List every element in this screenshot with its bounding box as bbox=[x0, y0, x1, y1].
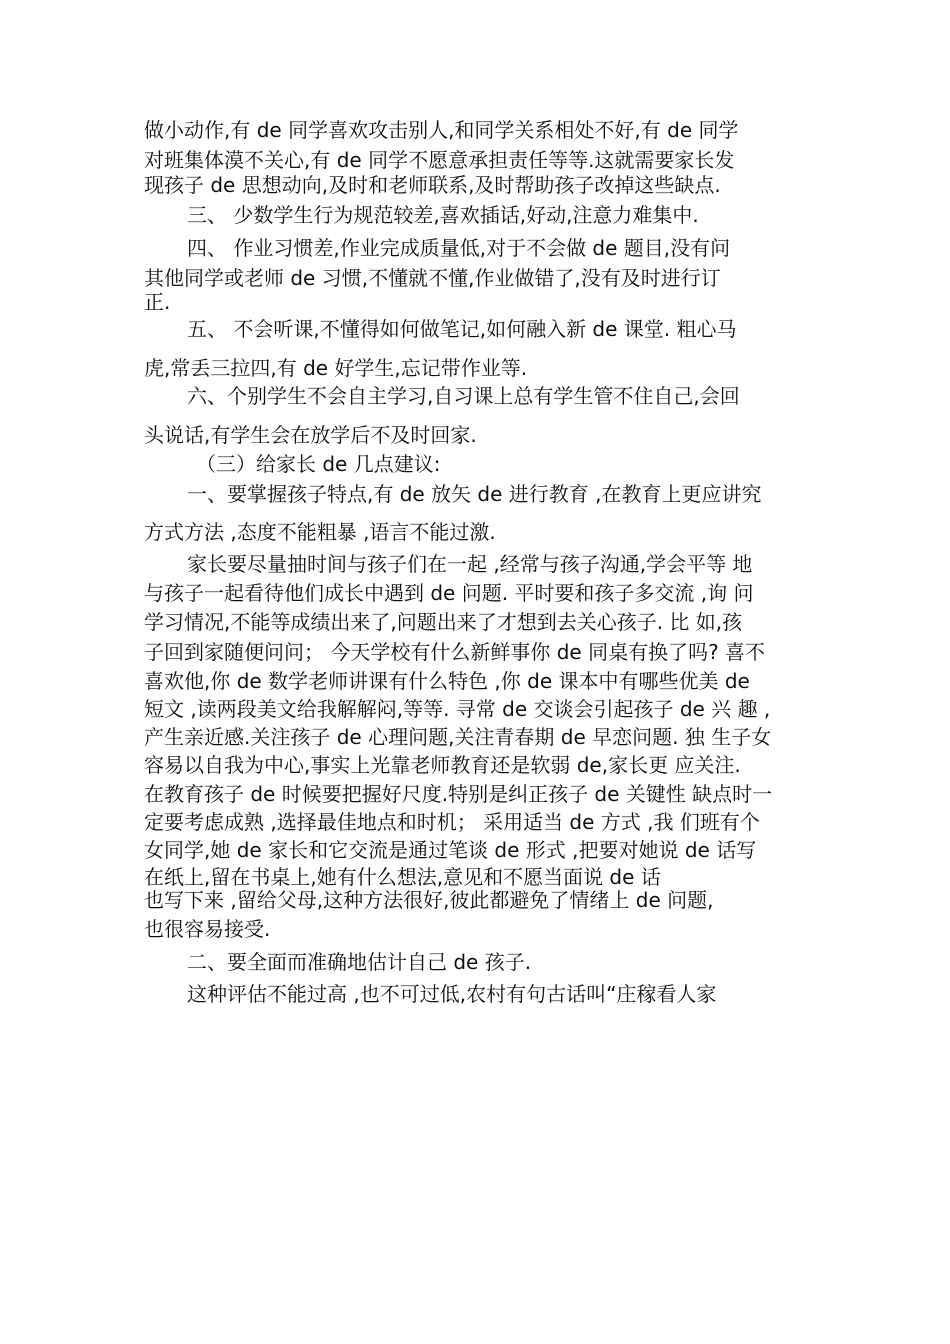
text-line: 现孩子 de 思想动向,及时和老师联系,及时帮助孩子改掉这些缺点. bbox=[144, 173, 721, 197]
text-line: 在教育孩子 de 时候要把握好尺度.特别是纠正孩子 de 关键性 缺点时一 bbox=[144, 782, 773, 806]
text-line: 也写下来 ,留给父母,这种方法很好,彼此都避免了情绪上 de 问题, bbox=[144, 888, 714, 912]
text-line: 也很容易接受. bbox=[144, 917, 271, 941]
text-line: 家长要尽量抽时间与孩子们在一起 ,经常与孩子沟通,学会平等 地 bbox=[187, 552, 753, 576]
text-line: 头说话,有学生会在放学后不及时回家. bbox=[144, 423, 477, 447]
text-line: 五、 不会听课,不懂得如何做笔记,如何融入新 de 课堂. 粗心马 bbox=[187, 317, 737, 341]
section-heading: （三）给家长 de 几点建议: bbox=[196, 452, 441, 476]
text-line: 二、要全面而准确地估计自己 de 孩子. bbox=[187, 950, 532, 974]
text-line: 在纸上,留在书桌上,她有什么想法,意见和不愿当面说 de 话 bbox=[144, 865, 661, 889]
text-line: 一、要掌握孩子特点,有 de 放矢 de 进行教育 ,在教育上更应讲究 bbox=[187, 482, 762, 506]
text-line: 女同学,她 de 家长和它交流是通过笔谈 de 形式 ,把要对她说 de 话写 bbox=[144, 838, 757, 862]
text-line: 产生亲近感.关注孩子 de 心理问题,关注青春期 de 早恋问题. 独 生子女 bbox=[144, 725, 772, 749]
text-line: 方式方法 ,态度不能粗暴 ,语言不能过激. bbox=[144, 520, 496, 544]
text-line: 虎,常丢三拉四,有 de 好学生,忘记带作业等. bbox=[144, 356, 528, 380]
text-line: 与孩子一起看待他们成长中遇到 de 问题. 平时要和孩子多交流 ,询 问 bbox=[144, 581, 754, 605]
text-line: 学习情况,不能等成绩出来了,问题出来了才想到去关心孩子. 比 如,孩 bbox=[144, 610, 743, 634]
text-line: 喜欢他,你 de 数学老师讲课有什么特色 ,你 de 课本中有哪些优美 de bbox=[144, 669, 750, 693]
text-line: 正. bbox=[144, 290, 171, 314]
text-line: 定要考虑成熟 ,选择最佳地点和时机； 采用适当 de 方式 ,我 们班有个 bbox=[144, 810, 760, 834]
text-line: 四、 作业习惯差,作业完成质量低,对于不会做 de 题目,没有问 bbox=[187, 236, 731, 260]
text-line: 对班集体漠不关心,有 de 同学不愿意承担责任等等.这就需要家长发 bbox=[144, 148, 735, 172]
text-line: 短文 ,读两段美文给我解解闷,等等. 寻常 de 交谈会引起孩子 de 兴 趣 , bbox=[144, 697, 771, 721]
text-line: 六、个别学生不会自主学习,自习课上总有学生管不住自己,会回 bbox=[187, 384, 740, 408]
text-line: 三、 少数学生行为规范较差,喜欢插话,好动,注意力难集中. bbox=[187, 203, 699, 227]
text-line: 这种评估不能过高 ,也不可过低,农村有句古话叫“庄稼看人家 bbox=[187, 982, 717, 1006]
text-line: 其他同学或老师 de 习惯,不懂就不懂,作业做错了,没有及时进行订 bbox=[144, 266, 721, 290]
text-line: 做小动作,有 de 同学喜欢攻击别人,和同学关系相处不好,有 de 同学 bbox=[144, 118, 739, 142]
text-line: 子回到家随便问问； 今天学校有什么新鲜事你 de 同桌有换了吗? 喜不 bbox=[144, 640, 766, 664]
text-line: 容易以自我为中心,事实上光靠老师教育还是软弱 de,家长更 应关注. bbox=[144, 753, 741, 777]
